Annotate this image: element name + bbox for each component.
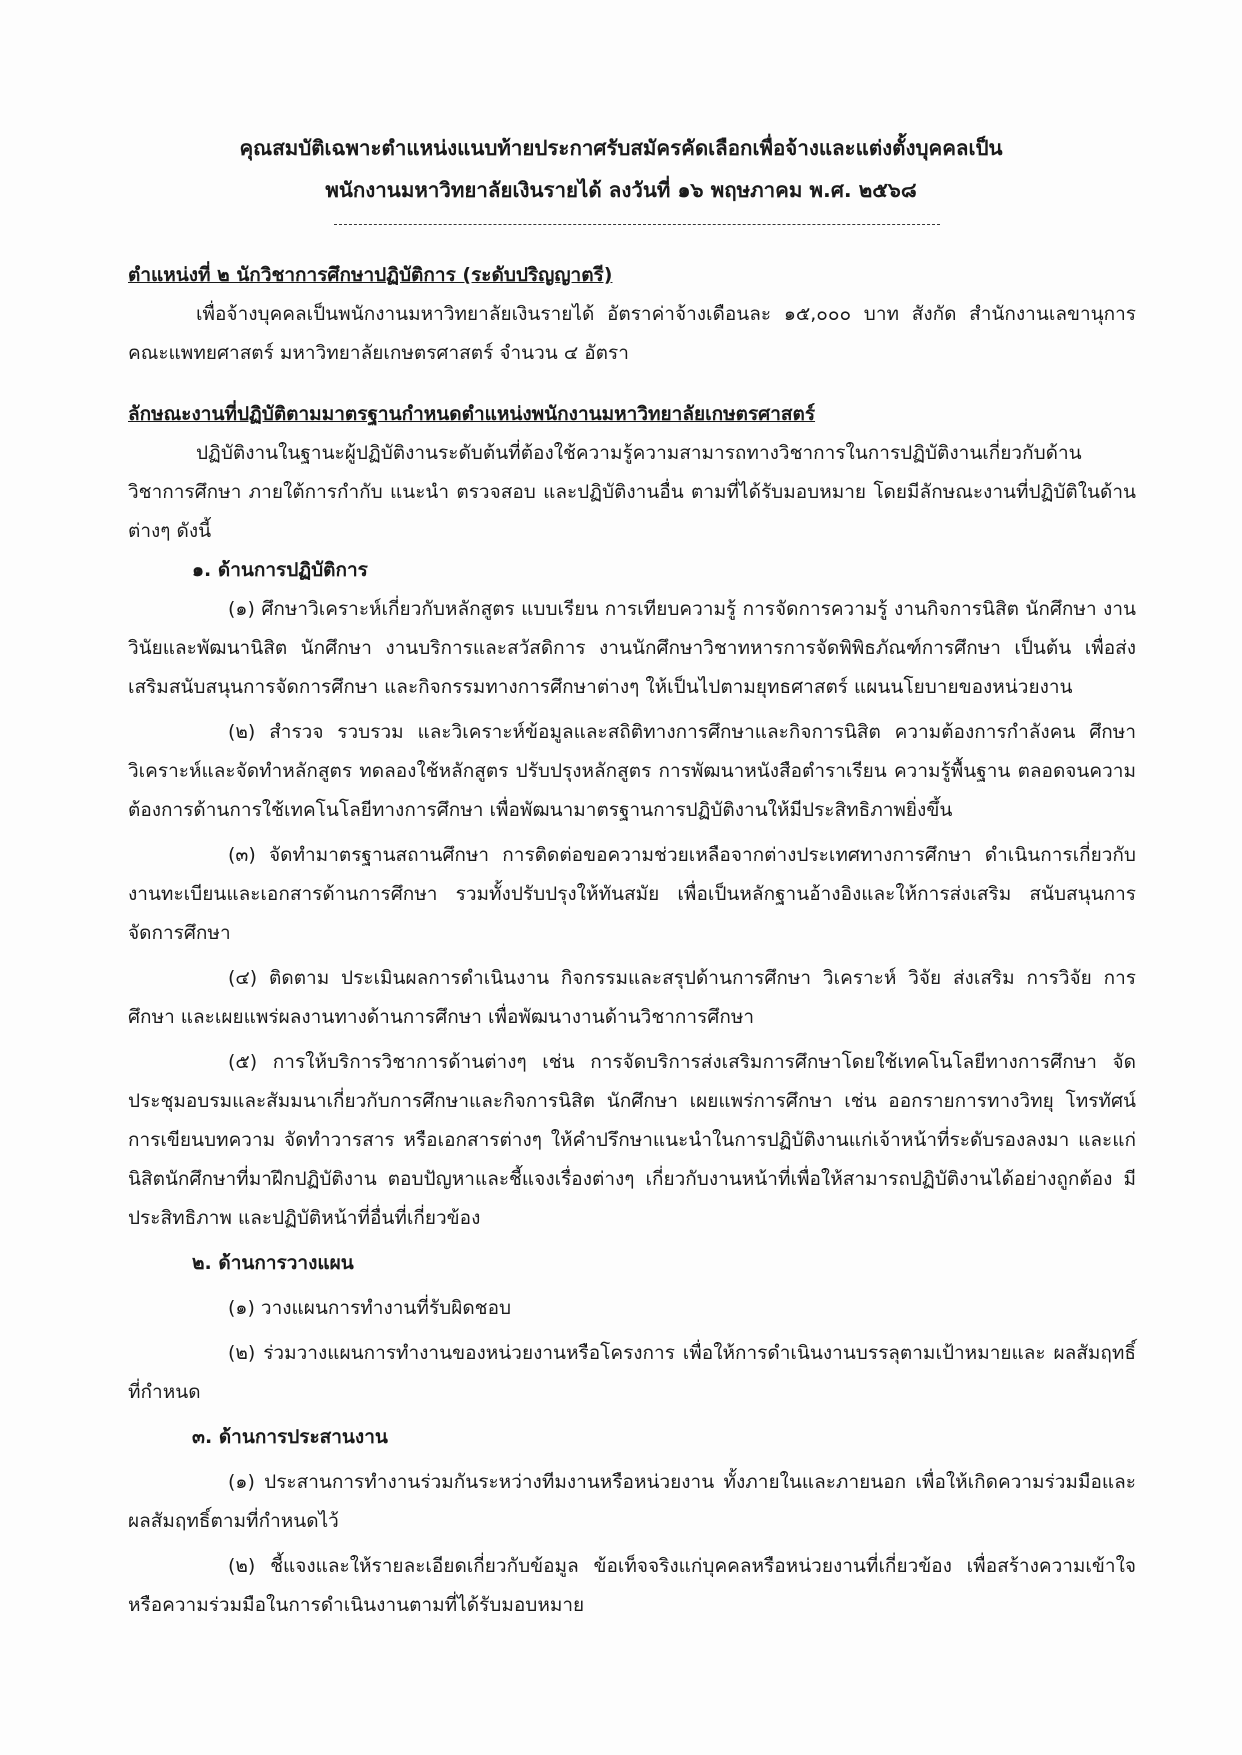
header-divider <box>334 224 940 225</box>
list-item: (๓) จัดทำมาตรฐานสถานศึกษา การติดต่อขอความช่วยเหลือจากต่างประเทศทางการศึกษา ดำเนินการเกี่ยวกับงานทะเบียนและเอกสารด้านการศึกษา รวมทั้งปรับปรุงให้ทันสมัย เพื่อเป็นหลักฐานอ้างอิงและให้การส่งเสริม สนับสนุนการจัดการศึกษา <box>128 844 1136 944</box>
list-item: (๑) วางแผนการทำงานที่รับผิดชอบ <box>228 1297 512 1319</box>
duties-heading: ลักษณะงานที่ปฏิบัติตามมาตรฐานกำหนดตำแหน่งพนักงานมหาวิทยาลัยเกษตรศาสตร์ <box>128 403 816 425</box>
list-item: (๑) ประสานการทำงานร่วมกันระหว่างทีมงานหรือหน่วยงาน ทั้งภายในและภายนอก เพื่อให้เกิดความร่วมมือและผลสัมฤทธิ์ตามที่กำหนดไว้ <box>128 1471 1136 1532</box>
list-item: (๒) ชี้แจงและให้รายละเอียดเกี่ยวกับข้อมูล ข้อเท็จจริงแก่บุคคลหรือหน่วยงานที่เกี่ยวข้อง เพื่อสร้างความเข้าใจหรือความร่วมมือในการดำเนินงานตามที่ได้รับมอบหมาย <box>128 1555 1136 1616</box>
document-header <box>150 127 1092 211</box>
position-description: เพื่อจ้างบุคคลเป็นพนักงานมหาวิทยาลัยเงินรายได้ อัตราค่าจ้างเดือนละ ๑๕,๐๐๐ บาท สังกัด สำนักงานเลขานุการ คณะแพทยศาสตร์ มหาวิทยาลัยเกษตรศาสตร์ จำนวน ๔ อัตรา <box>128 303 1136 364</box>
section-title-planning: ๒. ด้านการวางแผน <box>192 1252 354 1274</box>
document-body <box>128 256 1136 1625</box>
duties-intro: ปฏิบัติงานในฐานะผู้ปฏิบัติงานระดับต้นที่ต้องใช้ความรู้ความสามารถทางวิชาการในการปฏิบัติงานเกี่ยวกับด้านวิชาการศึกษา ภายใต้การกำกับ แนะนำ ตรวจสอบ และปฏิบัติงานอื่น ตามที่ได้รับมอบหมาย โดยมีลักษณะงานที่ปฏิบัติในด้านต่างๆ ดังนี้ <box>128 442 1136 542</box>
list-item: (๔) ติดตาม ประเมินผลการดำเนินงาน กิจกรรมและสรุปด้านการศึกษา วิเคราะห์ วิจัย ส่งเสริม การวิจัย การศึกษา และเผยแพร่ผลงานทางด้านการศึกษา เพื่อพัฒนางานด้านวิชาการศึกษา <box>128 967 1136 1028</box>
list-item: (๕) การให้บริการวิชาการด้านต่างๆ เช่น การจัดบริการส่งเสริมการศึกษาโดยใช้เทคโนโลยีทางการศึกษา จัดประชุมอบรมและสัมมนาเกี่ยวกับการศึกษาและกิจการนิสิต นักศึกษา เผยแพร่การศึกษา เช่น ออกรายการทางวิทยุ โทรทัศน์ การเขียนบทความ จัดทำวารสาร หรือเอกสารต่างๆ ให้คำปรึกษาแนะนำในการปฏิบัติงานแก่เจ้าหน้าที่ระดับรองลงมา และแก่นิสิตนักศึกษาที่มาฝึกปฏิบัติงาน ตอบปัญหาและชี้แจงเรื่องต่างๆ เกี่ยวกับงานหน้าที่เพื่อให้สามารถปฏิบัติงานได้อย่างถูกต้อง มีประสิทธิภาพ และปฏิบัติหน้าที่อื่นที่เกี่ยวข้อง <box>128 1051 1136 1229</box>
list-item: (๑) ศึกษาวิเคราะห์เกี่ยวกับหลักสูตร แบบเรียน การเทียบความรู้ การจัดการความรู้ งานกิจการนิสิต นักศึกษา งานวินัยและพัฒนานิสิต นักศึกษา งานบริการและสวัสดิการ งานนักศึกษาวิชาทหารการจัดพิพิธภัณฑ์การศึกษา เป็นต้น เพื่อส่งเสริมสนับสนุนการจัดการศึกษา และกิจกรรมทางการศึกษาต่างๆ ให้เป็นไปตามยุทธศาสตร์ แผนนโยบายของหน่วยงาน <box>128 598 1136 698</box>
list-item: (๒) สำรวจ รวบรวม และวิเคราะห์ข้อมูลและสถิติทางการศึกษาและกิจการนิสิต ความต้องการกำลังคน ศึกษาวิเคราะห์และจัดทำหลักสูตร ทดลองใช้หลักสูตร ปรับปรุงหลักสูตร การพัฒนาหนังสือตำราเรียน ความรู้พื้นฐาน ตลอดจนความต้องการด้านการใช้เทคโนโลยีทางการศึกษา เพื่อพัฒนามาตรฐานการปฏิบัติงานให้มีประสิทธิภาพยิ่งขึ้น <box>128 721 1136 821</box>
section-title-operations: ๑. ด้านการปฏิบัติการ <box>192 559 368 581</box>
position-title: ตำแหน่งที่ ๒ นักวิชาการศึกษาปฏิบัติการ (ระดับปริญญาตรี) <box>128 264 613 286</box>
header-line-2: พนักงานมหาวิทยาลัยเงินรายได้ ลงวันที่ ๑๖ พฤษภาคม พ.ศ. ๒๕๖๘ <box>325 178 917 202</box>
header-line-1: คุณสมบัติเฉพาะตำแหน่งแนบท้ายประกาศรับสมัครคัดเลือกเพื่อจ้างและแต่งตั้งบุคคลเป็น <box>239 136 1003 160</box>
section-title-coordination: ๓. ด้านการประสานงาน <box>192 1426 388 1448</box>
list-item: (๒) ร่วมวางแผนการทำงานของหน่วยงานหรือโครงการ เพื่อให้การดำเนินงานบรรลุตามเป้าหมายและ ผลสัมฤทธิ์ที่กำหนด <box>128 1342 1136 1403</box>
